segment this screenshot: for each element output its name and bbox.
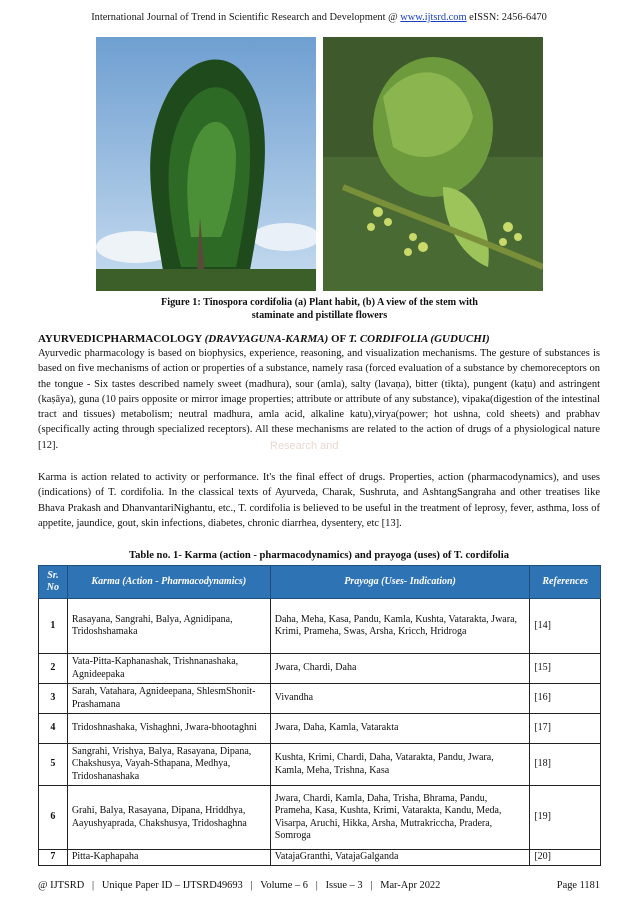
header-issn: eISSN: 2456-6470 [466, 12, 547, 23]
heading-part-1: AYURVEDICPHARMACOLOGY [38, 333, 205, 345]
header-prayoga: Prayoga (Uses- Indication) [270, 566, 530, 599]
table-row [39, 654, 601, 684]
figure-images [96, 37, 543, 291]
row-ref: [18] [530, 744, 601, 786]
row-karma: Sarah, Vatahara, Agnideepana, ShlesmShonit- Prashamana [67, 684, 270, 714]
page-number: Page 1181 [556, 880, 600, 891]
row-sr: 5 [39, 744, 68, 786]
section-heading [38, 333, 490, 345]
row-sr: 7 [39, 850, 68, 866]
row-prayoga: VatajaGranthi, VatajaGalganda [270, 850, 530, 866]
table-row [39, 786, 601, 850]
row-sr: 3 [39, 684, 68, 714]
table-caption: Table no. 1- Karma (action - pharmacodynamics) and prayoga (uses) of T. cordifolia [128, 550, 509, 561]
plant-habit-photo [96, 37, 316, 291]
heading-part-4: T. CORDIFOLIA (GUDUCHI) [348, 333, 490, 345]
table-row [39, 714, 601, 744]
row-karma: Vata-Pitta-Kaphanashak, Trishnanashaka, Agnideepaka [67, 654, 270, 684]
footer-info: @ IJTSRD | Unique Paper ID – IJTSRD49693 | Volume – 6 | Issue – 3 | Mar-Apr 2022 [38, 880, 441, 891]
row-sr: 4 [39, 714, 68, 744]
journal-header [0, 12, 638, 23]
row-ref: [16] [530, 684, 601, 714]
page-footer [38, 880, 600, 891]
paragraph-2: Karma is action related to activity or performance. It's the final effect of drugs. Properties, action (pharmacodynamics), and uses (indications) of T. cordifolia. In the classical texts of Ayurveda, Charak, Sushruta, and AshtangSangraha and other treatises like Bhava Prakash and DhanvantariNighantu, etc., T. cordifolia is believed to be useful in the treatment of leprosy, fever, asthma, loss of appetite, jaundice, gout, skin infections, diabetes, chronic diarrhea, dysentery, etc [13]. [38, 472, 600, 529]
row-prayoga: Jwara, Daha, Kamla, Vatarakta [270, 714, 530, 744]
watermark: Research and [270, 440, 339, 452]
header-text: International Journal of Trend in Scientific Research and Development @ [91, 12, 401, 23]
row-ref: [19] [530, 786, 601, 850]
figure-caption [96, 297, 543, 322]
row-karma: Grahi, Balya, Rasayana, Dipana, Hriddhya, Aayushyaprada, Chakshusya, Tridoshaghna [67, 786, 270, 850]
table-header-row [39, 566, 601, 599]
row-ref: [14] [530, 599, 601, 654]
header-sr-no: Sr. No [39, 566, 68, 599]
row-ref: [17] [530, 714, 601, 744]
heading-part-3: OF [328, 333, 349, 345]
heading-part-2: (DRAVYAGUNA-KARMA) [204, 333, 329, 345]
row-karma: Pitta-Kaphapaha [67, 850, 270, 866]
stem-flowers-photo [323, 37, 543, 291]
header-references: References [530, 566, 601, 599]
table-row [39, 684, 601, 714]
row-prayoga: Jwara, Chardi, Kamla, Daha, Trisha, Bhrama, Pandu, Prameha, Kasa, Kushta, Krimi, Vatarakta, Kandu, Meda, Visarpa, Aruchi, Hikka, Arsha, Mutrakriccha, Pradera, Somroga [270, 786, 530, 850]
row-prayoga: Daha, Meha, Kasa, Pandu, Kamla, Kushta, Vatarakta, Jwara, Krimi, Prameha, Swas, Arsha, Kricch, Hridroga [270, 599, 530, 654]
row-prayoga: Vivandha [270, 684, 530, 714]
row-prayoga: Jwara, Chardi, Daha [270, 654, 530, 684]
row-ref: [20] [530, 850, 601, 866]
table-row [39, 599, 601, 654]
table-row [39, 744, 601, 786]
row-ref: [15] [530, 654, 601, 684]
row-sr: 1 [39, 599, 68, 654]
caption-line-1: Figure 1: Tinospora cordifolia (a) Plant habit, (b) A view of the stem with [161, 297, 478, 308]
row-sr: 6 [39, 786, 68, 850]
header-karma: Karma (Action - Pharmacodynamics) [67, 566, 270, 599]
caption-line-2: staminate and pistillate flowers [251, 309, 388, 321]
row-sr: 2 [39, 654, 68, 684]
paragraph-1: Ayurvedic pharmacology is based on biophysics, experience, reasoning, and visualization mechanisms. The gesture of substances is based on five mechanisms of action or properties of a substance, namely rasa (forced evaluation of a substance by chemoreceptors on the tongue - Six tastes described namely sweet (madhura), sour (amla), salty (lavaṇa), bitter (tikta), pungent (kaṭu) and astringent (kaṣāya), guna (10 pairs opposite or mirror image properties; attribute or attribute of any substance), vipaka(digestion of the intestinal tract and tissues) metabolism; neutral madhura, amla acid, alkaline katu),virya(power; hot ushna, cold sheets) and prabhav (specifically acting through specialized receptors). All these mechanisms are related to the action of drugs of a physiological nature [12]. [38, 348, 600, 451]
karma-table [38, 565, 601, 866]
row-karma: Sangrahi, Vrishya, Balya, Rasayana, Dipana, Chakshusya, Vayah-Sthapana, Medhya, Tridoshanashaka [67, 744, 270, 786]
row-prayoga: Kushta, Krimi, Chardi, Daha, Vatarakta, Pandu, Jwara, Kamla, Meha, Trishna, Kasa [270, 744, 530, 786]
journal-link[interactable]: www.ijtsrd.com [400, 12, 467, 23]
row-karma: Rasayana, Sangrahi, Balya, Agnidipana, Tridoshshamaka [67, 599, 270, 654]
table-row [39, 850, 601, 866]
row-karma: Tridoshnashaka, Vishaghni, Jwara-bhootaghni [67, 714, 270, 744]
